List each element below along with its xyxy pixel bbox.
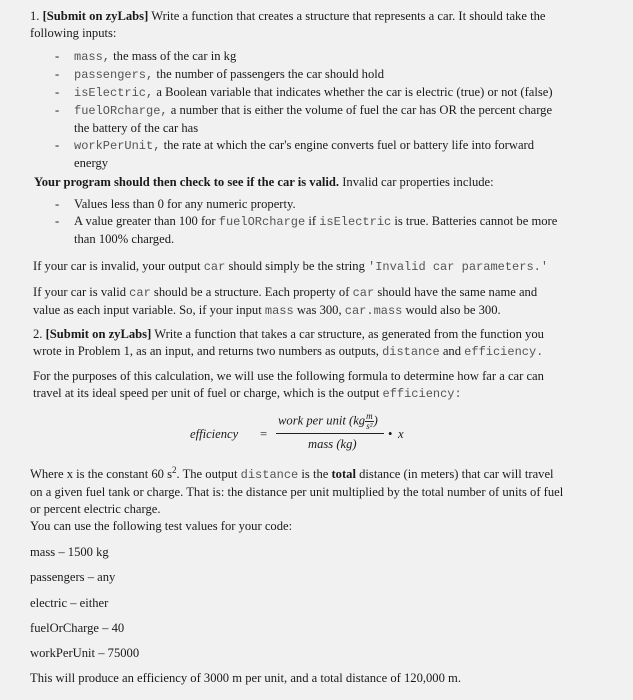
formula-lhs: efficiency	[190, 427, 239, 441]
input-desc: the mass of the car in kg	[110, 49, 237, 63]
inputs-list	[30, 48, 620, 172]
input-desc: the number of passengers the car should hold	[153, 67, 385, 81]
code: car.mass	[344, 304, 403, 318]
text: value as each input variable. So, if your input	[33, 303, 265, 317]
text: travel at its ideal speed per unit of fuel or charge, which is the output	[33, 386, 383, 400]
test-value	[30, 544, 620, 561]
input-desc-cont: energy	[74, 156, 109, 170]
input-desc: a Boolean variable that indicates whether the car is electric (true) or not (false)	[153, 85, 553, 99]
rule-text: than 100% charged.	[74, 232, 175, 246]
purpose-paragraph	[33, 368, 623, 403]
problem2-intro	[33, 326, 623, 361]
code: car	[352, 286, 375, 300]
invalid-rule	[30, 196, 620, 213]
code: distance	[382, 345, 440, 359]
problem1-intro-text: Write a function that creates a structure that represents a car. It should take the	[148, 9, 546, 23]
code: mass	[264, 304, 294, 318]
input-item	[30, 66, 620, 84]
text: If your car is valid	[33, 285, 130, 299]
test-value-fuel: fuelOrCharge – 40	[30, 621, 125, 635]
text: If your car is invalid, your output	[33, 259, 204, 273]
test-value	[30, 569, 620, 586]
validity-heading-bold: Your program should then check to see if the car is valid.	[34, 175, 340, 189]
rule-text: Values less than 0 for any numeric property.	[74, 197, 296, 211]
test-value	[30, 595, 620, 612]
problem1-line1	[30, 8, 620, 25]
rule-text: is true. Batteries cannot be more	[391, 214, 558, 228]
text: was 300,	[293, 303, 345, 317]
rule-text: if	[305, 214, 320, 228]
code: car	[203, 260, 226, 274]
code: car	[129, 286, 151, 300]
text: . The output	[176, 467, 241, 482]
input-item	[30, 137, 620, 172]
input-desc: a number that is either the volume of fuel the car has OR the percent charge	[167, 103, 553, 117]
problem2-number: 2.	[33, 327, 43, 341]
formula-equals: =	[260, 427, 268, 441]
test-value-electric: electric – either	[30, 596, 109, 610]
test-value	[30, 645, 620, 662]
problem1-intro	[30, 8, 620, 42]
input-desc-cont: the battery of the car has	[74, 121, 199, 135]
input-item	[30, 102, 620, 137]
superscript: 2	[172, 465, 177, 475]
test-value-passengers: passengers – any	[30, 570, 116, 584]
code: 'Invalid car parameters.'	[368, 260, 549, 274]
code: efficiency.	[464, 345, 544, 359]
fraction-bar	[276, 433, 384, 434]
numerator-text: work per unit (kg	[278, 413, 366, 428]
code: efficiency:	[382, 387, 462, 401]
fraction-bottom: s²	[366, 421, 373, 431]
formula-x: x	[398, 427, 404, 441]
where-line2: on a given fuel tank or charge. That is: the distance per unit multiplied by the total number of units of fuel	[30, 485, 564, 500]
result-text: This will produce an efficiency of 3000 m per unit, and a total distance of 120,000 m.	[30, 671, 461, 685]
text: Where x is the constant 60 s	[30, 467, 172, 482]
invalid-rule	[30, 213, 620, 248]
validity-heading-rest: Invalid car properties include:	[339, 175, 494, 189]
problem2-intro-text: Write a function that takes a car structure, as generated from the function you	[151, 327, 544, 341]
text: should simply be the string	[225, 259, 369, 273]
test-value-mass: mass – 1500 kg	[30, 545, 109, 559]
input-item	[30, 84, 620, 102]
text: distance (in meters) that car will travel	[355, 467, 554, 482]
where-line3: or percent electric charge.	[30, 502, 161, 517]
rule-code: fuelORcharge	[218, 215, 306, 229]
text: would also be 300.	[402, 303, 501, 317]
formula-denominator: mass (kg)	[308, 437, 357, 451]
code: distance	[240, 468, 299, 483]
text: should be a structure. Each property of	[150, 285, 353, 299]
formula-numerator	[278, 412, 378, 431]
fraction-top: m	[366, 411, 373, 421]
input-name: isElectric,	[74, 86, 154, 100]
problem1-number: 1.	[30, 9, 40, 23]
text: and	[439, 344, 465, 358]
invalid-rules-list	[30, 196, 620, 248]
problem2-tag: [Submit on zyLabs]	[45, 327, 152, 341]
bold-text: total	[331, 467, 356, 482]
numerator-close: )	[373, 413, 378, 428]
test-intro-text: You can use the following test values for your code:	[30, 519, 293, 533]
valid-output-paragraph	[33, 284, 623, 320]
problem1-tag: [Submit on zyLabs]	[42, 9, 149, 23]
input-name: passengers,	[74, 68, 154, 82]
efficiency-formula	[190, 412, 430, 452]
rule-code: isElectric	[319, 215, 392, 229]
validity-heading	[34, 174, 624, 191]
result-paragraph	[30, 670, 620, 687]
text: is the	[298, 467, 332, 482]
input-desc: the rate at which the car's engine converts fuel or battery life into forward	[160, 138, 535, 152]
text: should have the same name and	[374, 285, 538, 299]
unit-fraction	[365, 412, 374, 431]
invalid-output-paragraph	[33, 258, 623, 276]
input-item	[30, 48, 620, 66]
test-value-work: workPerUnit – 75000	[30, 646, 140, 660]
input-name: workPerUnit,	[74, 139, 161, 153]
test-value	[30, 620, 620, 637]
input-name: mass,	[74, 50, 111, 64]
purpose-line1: For the purposes of this calculation, we will use the following formula to determine how far a car can	[33, 369, 544, 383]
problem1-intro-line2: following inputs:	[30, 26, 117, 40]
rule-text: A value greater than 100 for	[74, 214, 219, 228]
text: wrote in Problem 1, as an input, and returns two numbers as outputs,	[33, 344, 383, 358]
test-intro	[30, 518, 620, 535]
formula-times: •	[388, 427, 393, 441]
input-name: fuelORcharge,	[74, 104, 168, 118]
where-paragraph	[30, 462, 620, 518]
